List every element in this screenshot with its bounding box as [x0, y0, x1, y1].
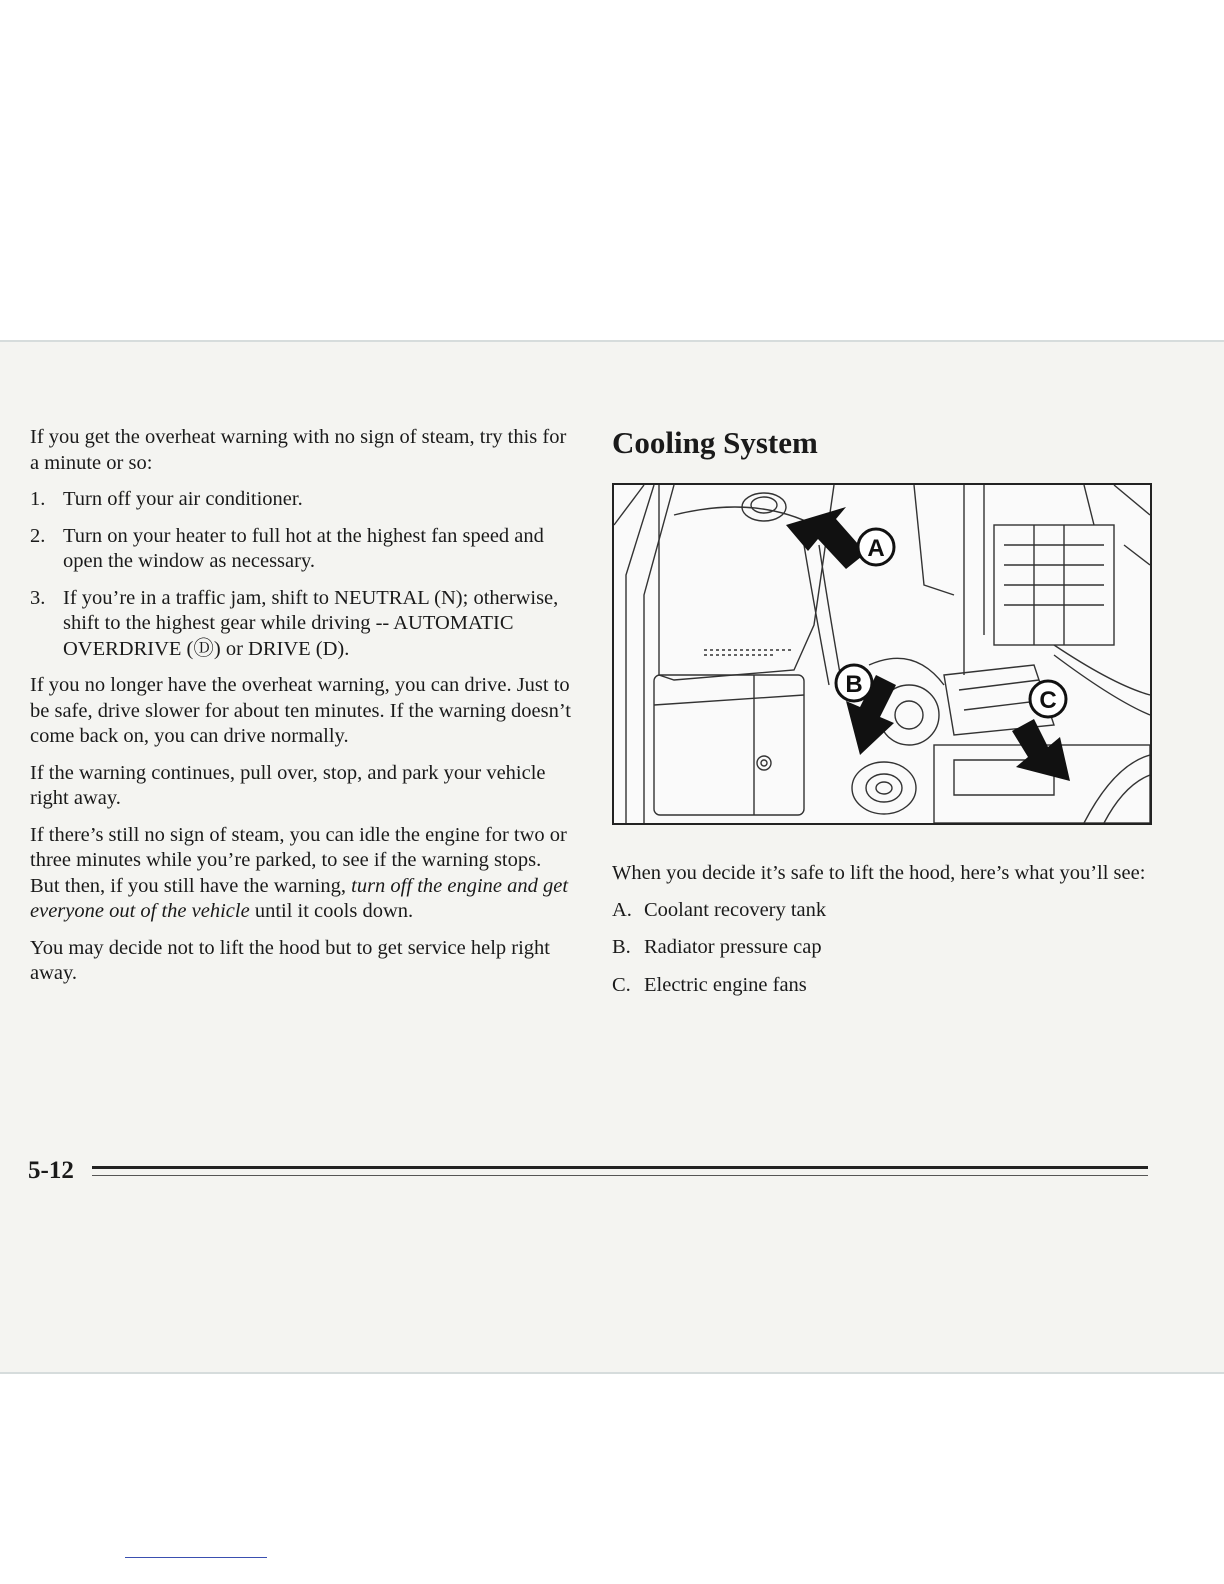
callout-c-label: C [1039, 687, 1057, 714]
idle-text-start: If there’s still no sign of steam, you can idle the engine for two or three minutes while you’re parked, to see if the warning stops. But then, if you still have the warning, [30, 823, 567, 897]
item-letter: B. [612, 936, 631, 958]
bottom-divider [125, 1557, 267, 1558]
item-text: Electric engine fans [644, 973, 807, 996]
item-letter: A. [612, 898, 632, 921]
callout-a-label: A [867, 535, 885, 562]
footer-rule-thick [92, 1166, 1148, 1169]
hood-intro-paragraph: When you decide it’s safe to lift the hood, here’s what you’ll see: [612, 862, 1146, 884]
engine-compartment-figure [612, 483, 1152, 825]
list-item [612, 935, 1157, 961]
section-heading: Cooling System [612, 425, 818, 460]
idle-text-emphasis: turn off the engine and get everyone out of the vehicle [30, 874, 569, 922]
page-number: 5-12 [28, 1157, 74, 1184]
step-number: 2. [30, 524, 46, 547]
list-item [612, 898, 1157, 924]
right-column [612, 425, 1157, 1010]
step-number: 3. [30, 586, 46, 609]
step-text: Turn on your heater to full hot at the highest fan speed and open the window as necessary. [63, 524, 544, 572]
component-list [612, 898, 1157, 999]
left-column [30, 425, 575, 998]
list-item [30, 487, 575, 513]
callout-b-label: B [845, 671, 863, 698]
engine-illustration [614, 485, 1150, 823]
service-paragraph: You may decide not to lift the hood but to get service help right away. [30, 936, 551, 984]
footer-rule-thin [92, 1175, 1148, 1176]
item-text: Radiator pressure cap [644, 936, 822, 958]
step-text: If you’re in a traffic jam, shift to NEUTRAL (N); otherwise, shift to the highest gear while driving -- AUTOMATIC OVERDRIVE (Ⓓ) or DRIVE (D). [63, 586, 559, 660]
warning-continues-paragraph: If the warning continues, pull over, stop, and park your vehicle right away. [30, 761, 546, 809]
step-number: 1. [30, 488, 46, 510]
no-warning-paragraph: If you no longer have the overheat warning, you can drive. Just to be safe, drive slower for about ten minutes. If the warning doesn’t come back on, you can drive normally. [30, 674, 572, 747]
step-text: Turn off your air conditioner. [63, 488, 303, 510]
idle-engine-paragraph [30, 823, 575, 925]
item-letter: C. [612, 973, 631, 996]
list-item [612, 973, 1157, 999]
idle-text-end: until it cools down. [249, 900, 414, 922]
list-item [30, 524, 575, 575]
list-item [30, 586, 575, 663]
item-text: Coolant recovery tank [644, 898, 827, 921]
intro-paragraph: If you get the overheat warning with no sign of steam, try this for a minute or so: [30, 426, 567, 474]
overheat-steps-list [30, 487, 575, 662]
